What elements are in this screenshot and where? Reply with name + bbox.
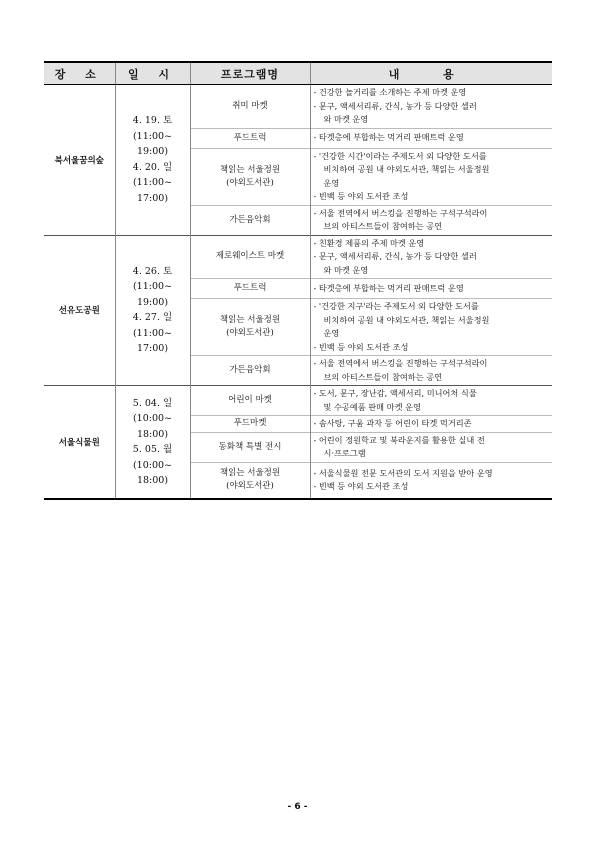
program-cell <box>190 432 310 462</box>
date-line: (11:00~ <box>132 327 173 339</box>
program-name-line: 책읽는 서울정원 <box>219 468 281 479</box>
content-line: - 친환경 제품의 주제 마켓 운영 <box>313 237 425 248</box>
date-line: (11:00~ <box>132 130 173 142</box>
content-line: 비치하여 공원 내 야외도서관, 책읽는 서울정원 <box>323 314 490 325</box>
schedule-table <box>44 61 552 500</box>
date-line: 18:00) <box>136 428 169 440</box>
content-line: - 솜사탕, 구움 과자 등 어린이 타겟 먹거리존 <box>313 418 472 428</box>
program-cell <box>190 356 310 386</box>
date-line: 5. 04. 일 <box>132 397 173 409</box>
content-cell <box>310 85 552 129</box>
content-cell <box>310 356 552 386</box>
date-line: 4. 27. 일 <box>132 312 173 324</box>
program-name-line: 가든음악회 <box>229 214 271 225</box>
content-cell <box>310 386 552 416</box>
venue-cell: 북서울꿈의숲 <box>44 85 115 236</box>
date-cell <box>115 235 190 386</box>
date-line: (10:00~ <box>132 413 173 424</box>
program-name-line: 푸드트럭 <box>233 283 267 293</box>
program-name-line: 책읽는 서울정원 <box>219 315 281 325</box>
content-cell <box>310 462 552 499</box>
date-line: (10:00~ <box>132 459 173 471</box>
venue-cell: 서울식물원 <box>44 386 115 500</box>
content-line: 와 마켓 운영 <box>323 114 369 124</box>
content-line: 브의 아티스트들이 참여하는 공연 <box>323 221 443 231</box>
date-line: 4. 19. 토 <box>132 115 173 127</box>
content-cell <box>310 299 552 356</box>
content-line: - 빈백 등 야외 도서관 조성 <box>313 481 409 492</box>
content-line: 와 마켓 운영 <box>323 264 369 275</box>
date-line: 19:00) <box>136 146 169 158</box>
header-content: 내 용 <box>310 62 552 85</box>
schedule-body <box>44 85 552 500</box>
table-row <box>44 386 552 416</box>
content-line: 비치하여 공원 내 야외도서관, 책읽는 서울정원 <box>323 164 490 174</box>
program-name-line: 취미 마켓 <box>232 100 268 111</box>
date-cell <box>115 386 190 500</box>
program-cell <box>190 462 310 499</box>
content-line: - 빈백 등 야외 도서관 조성 <box>313 341 409 352</box>
content-line: - 문구, 액세서리류, 간식, 농가 등 다양한 셀러 <box>313 100 477 111</box>
content-line: 시·프로그램 <box>323 448 366 458</box>
table-row <box>44 85 552 129</box>
content-line: 브의 아티스트들이 참여하는 공연 <box>323 371 443 382</box>
program-name-line: 어린이 마켓 <box>228 395 272 405</box>
content-cell <box>310 432 552 462</box>
program-name-line: 가든음악회 <box>229 365 271 375</box>
date-line: 4. 26. 토 <box>132 265 173 277</box>
content-line: 및 수공예품 판매 마켓 운영 <box>323 401 421 412</box>
content-line: - 건강한 놀거리를 소개하는 주제 마켓 운영 <box>313 87 467 97</box>
content-line: - 도서, 문구, 장난감, 액세서리, 미니어처 식물 <box>313 388 477 398</box>
date-line: 4. 20. 일 <box>132 161 173 173</box>
content-cell <box>310 128 552 148</box>
content-cell <box>310 148 552 205</box>
table-row <box>44 235 552 279</box>
page-number: - 6 - <box>287 802 308 812</box>
content-cell <box>310 235 552 279</box>
program-cell <box>190 416 310 433</box>
program-name-line: 동화책 특별 전시 <box>218 441 282 452</box>
content-line: 운영 <box>323 177 340 188</box>
program-name-line: (야외도서관) <box>226 481 274 492</box>
content-cell <box>310 205 552 235</box>
program-cell <box>190 279 310 299</box>
content-line: 운영 <box>323 328 340 338</box>
date-line: 5. 05. 월 <box>132 444 173 455</box>
date-line: 17:00) <box>136 343 169 355</box>
date-line: (11:00~ <box>132 177 173 189</box>
content-line: - 타겟층에 부합하는 먹거리 판매트럭 운영 <box>313 132 464 143</box>
content-line: - 문구, 액세서리류, 간식, 농가 등 다양한 셀러 <box>313 251 477 261</box>
content-line: - '건강한 지구'라는 주제도서 외 다양한 도서를 <box>313 301 479 311</box>
program-name-line: (야외도서관) <box>226 177 274 188</box>
program-name-line: 제로웨이스트 마켓 <box>215 251 285 262</box>
content-cell <box>310 279 552 299</box>
header-venue: 장 소 <box>44 62 115 85</box>
date-line: (11:00~ <box>132 281 173 293</box>
content-line: - '건강한 시간'이라는 주제도서 외 다양한 도서를 <box>313 150 487 161</box>
date-line: 17:00) <box>136 192 169 204</box>
program-cell <box>190 205 310 235</box>
content-line: - 서울 전역에서 버스킹을 진행하는 구석구석라이 <box>313 207 488 218</box>
program-name-line: (야외도서관) <box>226 328 274 338</box>
program-cell <box>190 128 310 148</box>
date-cell <box>115 85 190 236</box>
content-cell <box>310 416 552 433</box>
program-name-line: 푸드트럭 <box>233 132 267 143</box>
header-program: 프로그램명 <box>190 62 310 85</box>
program-cell <box>190 148 310 205</box>
program-cell <box>190 235 310 279</box>
content-line: - 서울 전역에서 버스킹을 진행하는 구석구석라이 <box>313 358 488 368</box>
content-line: - 빈백 등 야외 도서관 조성 <box>313 191 409 201</box>
table-header-row <box>44 62 552 85</box>
date-line: 18:00) <box>136 475 169 486</box>
program-cell <box>190 299 310 356</box>
header-date: 일 시 <box>115 62 190 85</box>
date-line: 19:00) <box>136 296 169 308</box>
program-cell <box>190 386 310 416</box>
program-cell <box>190 85 310 129</box>
content-line: - 어린이 정원학교 및 북라운지를 활용한 실내 전 <box>313 434 485 445</box>
content-line: - 서울식물원 전문 도서관의 도서 지원을 받아 운영 <box>313 467 493 478</box>
program-name-line: 책읽는 서울정원 <box>219 164 281 175</box>
venue-cell: 선유도공원 <box>44 235 115 386</box>
program-name-line: 푸드마켓 <box>233 418 267 429</box>
content-line: - 타겟층에 부합하는 먹거리 판매트럭 운영 <box>313 282 464 293</box>
